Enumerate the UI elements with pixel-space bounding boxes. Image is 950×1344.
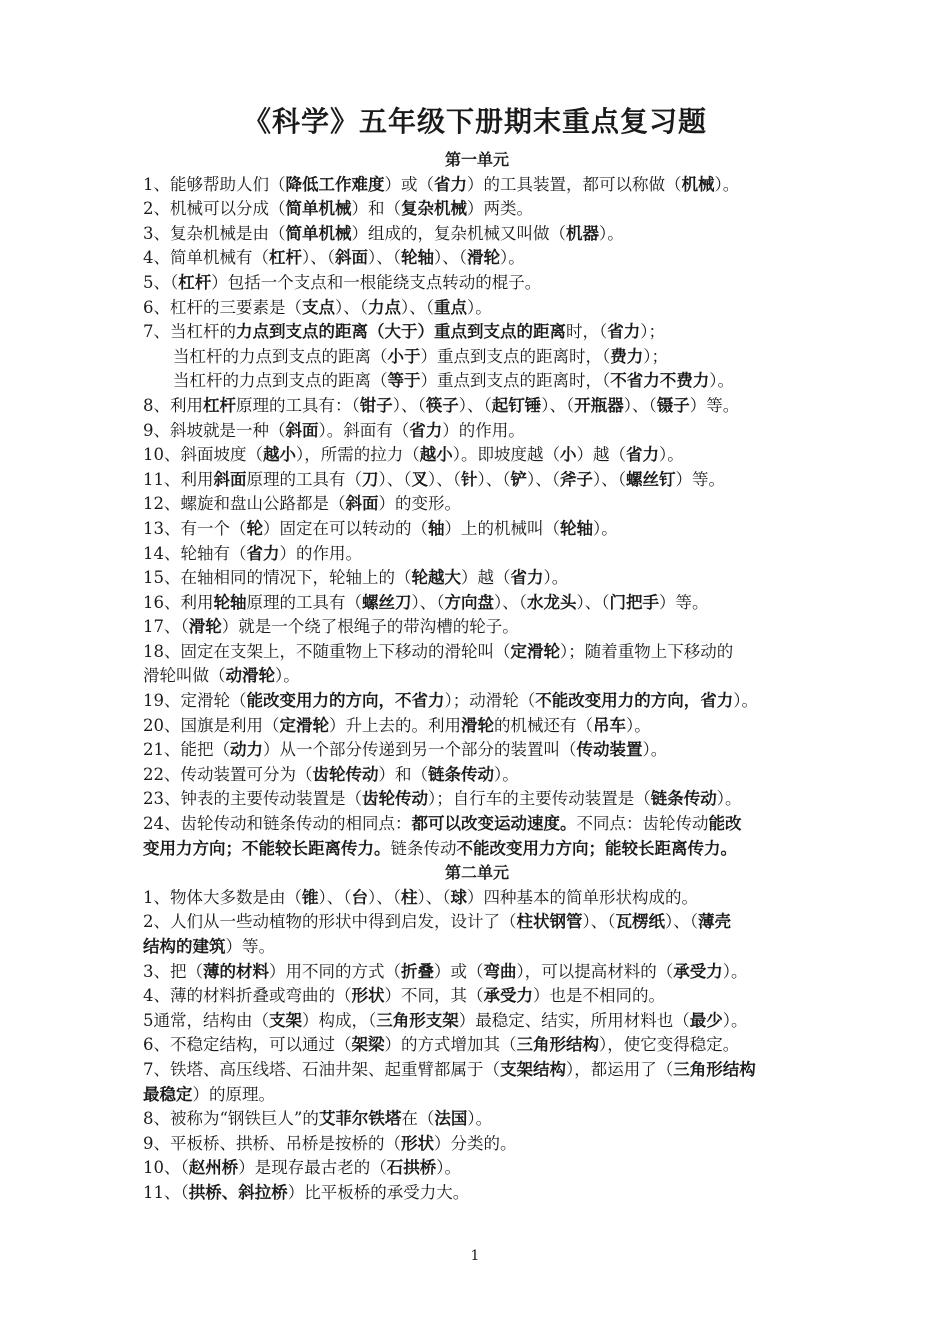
line-text: ）。: [593, 518, 618, 538]
line-text: ）上的机械叫（: [444, 518, 560, 538]
text-line: [143, 468, 811, 493]
line-text: 4、简单机械有（: [143, 248, 269, 268]
line-text: ）包括一个支点和一根能绕支点转动的棍子。: [211, 272, 542, 292]
document-body: [143, 148, 811, 1206]
line-text: ）、（: [477, 469, 511, 489]
line-text: ）的作用。: [442, 420, 525, 440]
line-text: ）就是一个绕了根绳子的带沟槽的轮子。: [221, 617, 519, 637]
answer-text: 定滑轮: [279, 715, 329, 735]
line-text: 15、在轴相同的情况下，轮轴上的（: [143, 568, 412, 588]
answer-text: 形状: [351, 986, 385, 1006]
line-text: ）、（: [541, 395, 575, 415]
answer-text: 轮越大: [411, 568, 461, 588]
line-text: ）和（: [351, 199, 401, 219]
text-line: [143, 1181, 811, 1206]
line-text: 1、能够帮助人们（: [143, 174, 286, 194]
line-text: ）。: [714, 174, 740, 194]
answer-text: 不能改变用力方向；能较长距离传力。: [456, 838, 737, 858]
line-text: 5、（: [143, 272, 179, 292]
answer-text: 滑轮: [467, 248, 500, 268]
line-text: 10、斜面坡度（: [143, 445, 263, 465]
text-line: [143, 910, 811, 935]
answer-text: 链条传动: [650, 789, 717, 809]
answer-text: 结构的建筑: [143, 937, 226, 956]
line-text: ）、（: [434, 248, 467, 268]
answer-text: 省力: [409, 420, 443, 440]
line-text: 的机械还有（: [494, 715, 593, 735]
answer-text: 球: [450, 887, 467, 907]
line-text: 9、平板桥、拱桥、吊桥是按桥的（: [143, 1133, 401, 1153]
answer-text: 最稳定: [143, 1084, 193, 1104]
text-line: [143, 984, 811, 1009]
line-text: 链条传动: [390, 838, 457, 858]
line-text: ）最稳定、结实，所用材料也（: [458, 1010, 690, 1030]
section-heading: [143, 148, 811, 173]
text-line: [143, 173, 811, 198]
line-text: ）的变形。: [378, 494, 461, 514]
text-line: [143, 1156, 811, 1181]
line-text: ），可以提高材料的（: [516, 961, 674, 981]
answer-text: 省力: [246, 543, 280, 563]
line-text: 11、（: [143, 1182, 189, 1202]
answer-text: 斜面: [345, 494, 379, 514]
line-text: ）越（: [576, 445, 626, 465]
text-line: [143, 714, 811, 739]
line-text: ）比平板桥的承受力大。: [287, 1182, 470, 1202]
answer-text: 支架: [269, 1010, 302, 1030]
answer-text: 省力: [510, 568, 544, 588]
answer-text: 针: [461, 469, 478, 489]
answer-text: 传动装置: [576, 740, 643, 760]
answer-text: 能改: [708, 814, 742, 834]
answer-text: 复杂机械: [401, 199, 467, 219]
answer-text: 三角形结构: [516, 1035, 599, 1055]
answer-text: 不能改变用力的方向，省力: [535, 691, 734, 711]
line-text: 6、不稳定结构，可以通过（: [143, 1035, 352, 1055]
answer-text: 镊子: [656, 395, 690, 415]
line-text: 第二单元: [444, 863, 509, 883]
answer-text: 锥: [302, 887, 319, 907]
answer-text: 方向盘: [444, 592, 494, 612]
line-text: ）。: [543, 568, 569, 588]
answer-text: 螺丝钉: [626, 469, 676, 489]
line-text: ）分类的。: [434, 1133, 517, 1153]
line-text: ）。: [494, 764, 519, 784]
answer-text: 支点: [302, 297, 335, 317]
answer-text: 轮: [246, 518, 263, 538]
answer-text: 承受力: [483, 986, 533, 1006]
line-text: ）。: [716, 789, 742, 809]
answer-text: 轴: [428, 518, 445, 538]
line-text: 7、铁塔、高压线塔、石油井架、起重臂都属于（: [143, 1059, 500, 1079]
answer-text: 斧子: [560, 469, 593, 489]
line-text: ）；随着重物上下移动的: [560, 641, 734, 661]
line-text: 11、利用: [143, 469, 214, 489]
text-line: [143, 689, 811, 714]
line-text: 原理的工具有（: [246, 592, 362, 612]
text-line: [143, 566, 811, 591]
line-text: ）、（: [411, 592, 445, 612]
line-text: ）、（: [318, 887, 352, 907]
answer-text: 承受力: [673, 961, 723, 981]
line-text: ）、（: [401, 297, 434, 317]
line-text: ）是现存最古老的（: [238, 1158, 387, 1178]
line-text: 3、把（: [143, 961, 203, 981]
line-text: ）、（: [335, 297, 368, 317]
document-title: 《科学》五年级下册期末重点复习题: [242, 105, 707, 138]
text-line: [143, 640, 811, 665]
line-text: ）和（: [378, 764, 428, 784]
line-text: ）。: [467, 1109, 493, 1129]
line-text: ）等。: [689, 395, 740, 415]
line-text: 2、机械可以分成（: [143, 199, 286, 219]
text-line: [143, 1058, 811, 1083]
answer-text: 形状: [401, 1133, 434, 1153]
text-line: [143, 591, 811, 616]
answer-text: 赵州桥: [188, 1158, 239, 1178]
line-text: ）、（: [428, 469, 461, 489]
text-line: [143, 960, 811, 985]
answer-text: 费力: [610, 346, 644, 366]
text-line: [143, 935, 811, 960]
text-line: [143, 246, 811, 271]
line-text: 在（: [401, 1109, 435, 1129]
text-line: [143, 1132, 811, 1157]
answer-text: 滑轮: [461, 715, 494, 735]
line-text: ）的工具装置，都可以称做（: [467, 174, 682, 194]
line-text: 20、国旗是利用（: [143, 715, 280, 735]
text-line: [143, 1033, 811, 1058]
line-text: 8、利用: [143, 395, 203, 415]
answer-text: 小于: [387, 346, 421, 366]
line-text: 原理的工具有（: [246, 469, 362, 489]
line-text: ）、（: [593, 469, 626, 489]
answer-text: 定滑轮: [510, 641, 560, 661]
answer-text: 链条传动: [428, 764, 494, 784]
line-text: ）、（: [582, 912, 616, 932]
line-text: 第一单元: [444, 150, 509, 169]
line-text: ）、（: [378, 469, 412, 489]
answer-text: 力点到支点的距离（大于）重点到支点的距离: [236, 322, 566, 342]
line-text: ）。: [722, 1010, 748, 1030]
line-text: ）重点到支点的距离时，（: [420, 346, 611, 366]
line-text: ）、（: [665, 912, 698, 932]
line-text: ）；: [643, 346, 668, 366]
answer-text: 斜面: [335, 248, 368, 268]
line-text: 1、物体大多数是由（: [143, 887, 302, 907]
line-text: ）等。: [659, 592, 709, 612]
text-line: [143, 517, 811, 542]
line-text: ）。: [722, 961, 748, 981]
line-text: 不同点：齿轮传动: [576, 814, 709, 834]
text-line: [143, 296, 811, 321]
line-text: ）。即坡度越（: [452, 445, 560, 465]
line-text: 2、人们从一些动植物的形状中得到启发，设计了（: [143, 912, 517, 932]
answer-text: 齿轮传动: [312, 764, 379, 784]
text-line: [143, 542, 811, 567]
text-line: [143, 787, 811, 812]
text-line: [143, 222, 811, 247]
line-text: ）不同，其（: [384, 986, 484, 1006]
answer-text: 艾菲尔铁塔: [318, 1109, 402, 1129]
answer-text: 杠杆: [178, 272, 212, 292]
line-text: 21、能把（: [143, 740, 230, 760]
line-text: ），使它变得稳定。: [599, 1035, 740, 1055]
answer-text: 斜面: [285, 420, 319, 440]
line-text: ）。: [709, 371, 734, 391]
line-text: 6、杠杆的三要素是（: [143, 297, 302, 317]
line-text: ）也是不相同的。: [533, 986, 665, 1006]
answer-text: 越小: [263, 445, 296, 465]
answer-text: 柱状钢管: [516, 912, 583, 932]
answer-text: 等于: [387, 371, 421, 391]
text-line: [143, 443, 811, 468]
answer-text: 越小: [419, 445, 453, 465]
answer-text: 动滑轮: [225, 666, 275, 686]
line-text: 滑轮叫做（: [143, 666, 226, 686]
text-line: [143, 197, 811, 222]
answer-text: 降低工作难度: [285, 174, 385, 194]
answer-text: 开瓶器: [574, 395, 624, 415]
answer-text: 省力: [607, 322, 641, 342]
text-line: [143, 886, 811, 911]
text-line: [143, 419, 811, 444]
answer-text: 杠杆: [269, 248, 302, 268]
answer-text: 轮轴: [401, 248, 434, 268]
answer-text: 水龙头: [527, 592, 577, 612]
text-line: [143, 664, 811, 689]
line-text: 12、螺旋和盘山公路都是（: [143, 494, 346, 514]
line-text: ）等。: [675, 469, 725, 489]
line-text: 13、有一个（: [143, 518, 247, 538]
line-text: ）；自行车的主要传动装置是（: [428, 789, 651, 809]
line-text: ）。: [626, 715, 651, 735]
line-text: ）。: [436, 1158, 461, 1178]
answer-text: 三角形结构: [673, 1059, 756, 1079]
section-heading: [143, 861, 811, 886]
line-text: ）、（: [368, 887, 401, 907]
line-text: ）。: [642, 740, 668, 760]
line-text: ）。: [659, 445, 684, 465]
text-line: [143, 812, 811, 837]
line-text: ）固定在可以转动的（: [263, 518, 428, 538]
answer-text: 机械: [681, 174, 715, 194]
line-text: 3、复杂机械是由（: [143, 223, 286, 243]
line-text: ）的原理。: [192, 1084, 275, 1104]
line-text: ）、（: [623, 395, 657, 415]
line-text: ）的方式增加其（: [384, 1035, 517, 1055]
line-text: ）、（: [417, 887, 451, 907]
answer-text: 省力: [626, 445, 659, 465]
answer-text: 都可以改变运动速度。: [411, 814, 577, 834]
line-text: 7、当杠杆的: [143, 322, 236, 342]
answer-text: 齿轮传动: [362, 789, 428, 809]
answer-text: 变用力方向；不能较长距离传力。: [143, 838, 391, 858]
answer-text: 轮轴: [560, 518, 593, 538]
answer-text: 门把手: [609, 592, 659, 612]
answer-text: 筷子: [425, 395, 459, 415]
line-text: ），所需的拉力（: [296, 445, 420, 465]
line-text: ）。: [467, 297, 492, 317]
text-line: [143, 492, 811, 517]
answer-text: 台: [351, 887, 368, 907]
line-text: ）、（: [494, 592, 527, 612]
line-text: ）或（: [384, 174, 434, 194]
line-text: ）、（: [576, 592, 610, 612]
answer-text: 铲: [510, 469, 527, 489]
line-text: 16、利用: [143, 592, 214, 612]
answer-text: 钳子: [359, 395, 393, 415]
answer-text: 支架结构: [500, 1059, 566, 1079]
line-text: ）用不同的方式（: [269, 961, 401, 981]
line-text: ）。: [275, 666, 300, 686]
answer-text: 轮轴: [213, 592, 247, 612]
text-line: [143, 345, 811, 370]
line-text: ）。: [599, 223, 624, 243]
answer-text: 架梁: [351, 1035, 385, 1055]
line-text: ）、（: [527, 469, 560, 489]
answer-text: 柱: [401, 887, 418, 907]
line-text: ）等。: [225, 937, 275, 956]
line-text: 原理的工具有：（: [236, 395, 360, 415]
answer-text: 简单机械: [285, 223, 352, 243]
answer-text: 重点: [434, 297, 467, 317]
answer-text: 不省力不费力: [610, 371, 710, 391]
line-text: 24、齿轮传动和链条传动的相同点：: [143, 814, 412, 834]
text-line: [143, 271, 811, 296]
line-text: ）组成的，复杂机械又叫做（: [351, 223, 566, 243]
answer-text: 简单机械: [285, 199, 352, 219]
line-text: 10、（: [143, 1158, 189, 1178]
answer-text: 薄的材料: [203, 961, 269, 981]
text-line: [143, 615, 811, 640]
line-text: ）、（: [392, 395, 426, 415]
line-text: 5通常，结构由（: [143, 1010, 269, 1030]
line-text: ）、（: [302, 248, 335, 268]
line-text: 18、固定在支架上，不随重物上下移动的滑轮叫（: [143, 641, 511, 661]
text-line: [143, 738, 811, 763]
line-text: 4、薄的材料折叠或弯曲的（: [143, 986, 352, 1006]
answer-text: 力点: [368, 297, 401, 317]
line-text: ）越（: [461, 568, 511, 588]
answer-text: 能改变用力的方向，不省力: [246, 691, 445, 711]
text-line: [143, 1009, 811, 1034]
line-text: 14、轮轴有（: [143, 543, 247, 563]
text-line: [143, 320, 811, 345]
line-text: 8、被称为“钢铁巨人”的: [143, 1109, 319, 1129]
text-line: [143, 369, 811, 394]
answer-text: 刀: [362, 469, 379, 489]
answer-text: 叉: [411, 469, 428, 489]
text-line: [143, 1083, 811, 1108]
answer-text: 滑轮: [188, 617, 222, 637]
line-text: 9、斜坡就是一种（: [143, 420, 286, 440]
answer-text: 省力: [434, 174, 467, 194]
answer-text: 小: [560, 445, 577, 465]
line-text: 当杠杆的力点到支点的距离（: [173, 371, 388, 391]
line-text: ）、（: [458, 395, 492, 415]
line-text: ）。: [500, 248, 525, 268]
text-line: [143, 763, 811, 788]
line-text: 19、定滑轮（: [143, 691, 247, 711]
answer-text: 拱桥、斜拉桥: [188, 1182, 288, 1202]
answer-text: 最少: [689, 1010, 723, 1030]
answer-text: 螺丝刀: [362, 592, 412, 612]
answer-text: 弯曲: [483, 961, 517, 981]
line-text: 23、钟表的主要传动装置是（: [143, 789, 362, 809]
line-text: ）重点到支点的距离时，（: [420, 371, 611, 391]
line-text: 17、（: [143, 617, 189, 637]
page-number: 1: [470, 1248, 480, 1264]
answer-text: 杠杆: [203, 395, 236, 415]
line-text: ）的作用。: [279, 543, 362, 563]
answer-text: 薄壳: [698, 912, 731, 932]
answer-text: 斜面: [213, 469, 247, 489]
line-text: ）两类。: [467, 199, 533, 219]
line-text: ）构成，（: [302, 1010, 377, 1030]
line-text: ）；动滑轮（: [444, 691, 536, 711]
line-text: ）升上去的。利用: [329, 715, 461, 735]
answer-text: 法国: [434, 1109, 468, 1129]
answer-text: 机器: [566, 223, 599, 243]
answer-text: 折叠: [401, 961, 434, 981]
line-text: ）从一个部分传递到另一个部分的装置叫（: [263, 740, 577, 760]
line-text: ）。斜面有（: [318, 420, 410, 440]
line-text: ）；: [640, 322, 665, 342]
line-text: 时，（: [566, 322, 608, 342]
line-text: ）四种基本的简单形状构成的。: [467, 887, 698, 907]
text-line: [143, 394, 811, 419]
answer-text: 起钉锤: [491, 395, 542, 415]
answer-text: 石拱桥: [386, 1158, 437, 1178]
answer-text: 吊车: [593, 715, 626, 735]
text-line: [143, 1107, 811, 1132]
line-text: 22、传动装置可分为（: [143, 764, 313, 784]
line-text: ），都运用了（: [566, 1059, 674, 1079]
text-line: [143, 837, 811, 862]
line-text: ）、（: [368, 248, 401, 268]
line-text: ）或（: [434, 961, 484, 981]
line-text: 当杠杆的力点到支点的距离（: [173, 346, 388, 366]
answer-text: 三角形支架: [376, 1010, 459, 1030]
line-text: ）。: [733, 691, 758, 711]
answer-text: 瓦楞纸: [615, 912, 665, 932]
answer-text: 动力: [230, 740, 263, 760]
